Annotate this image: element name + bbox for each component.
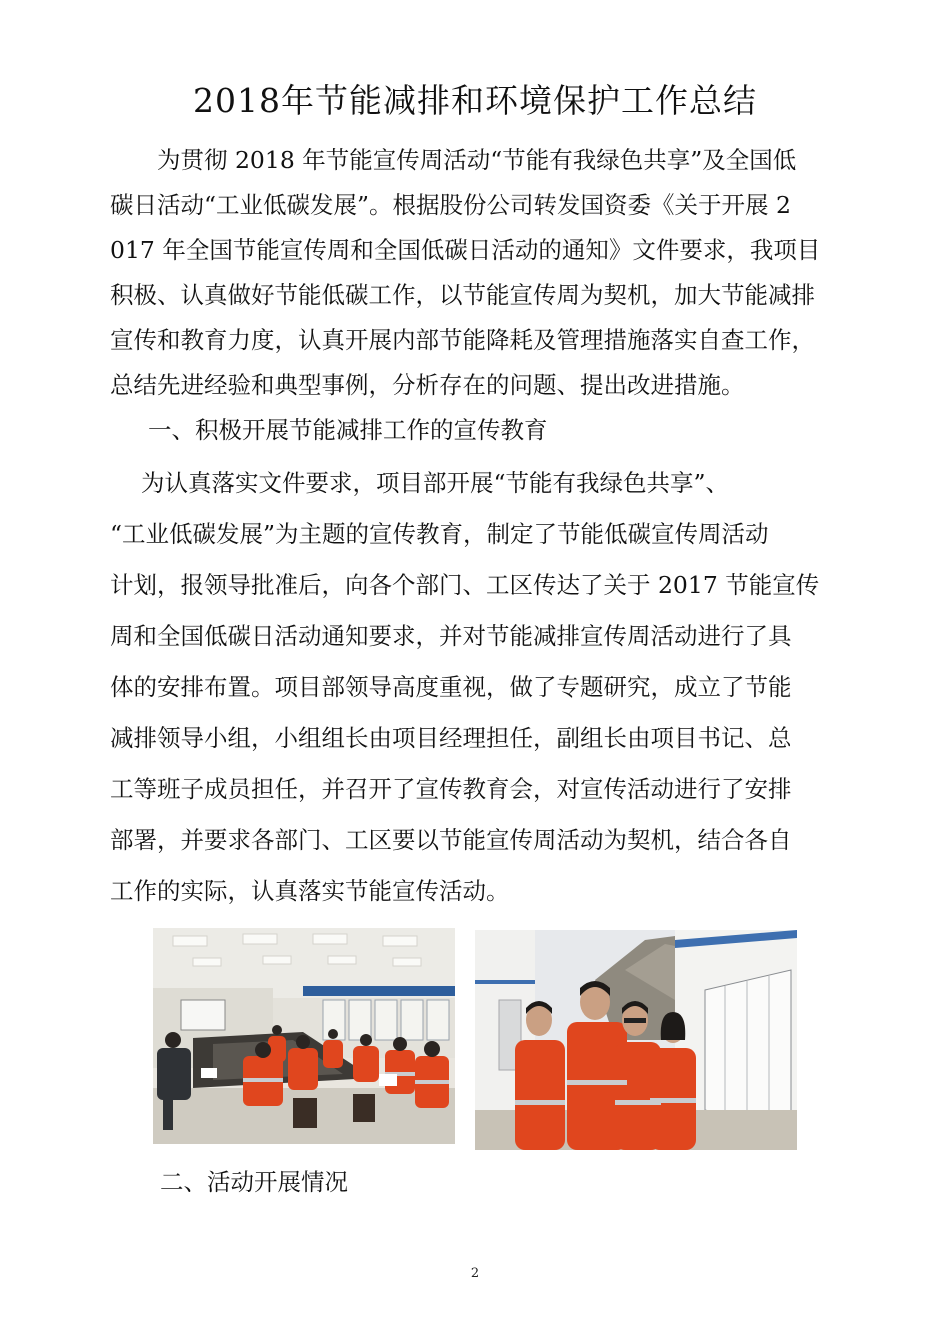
meeting-room-photo [153, 928, 455, 1144]
section1-line: 部署，并要求各部门、工区要以节能宣传周活动为契机，结合各自 [110, 826, 792, 854]
section2-heading: 二、活动开展情况 [160, 1168, 348, 1196]
section1-line: 计划，报领导批准后，向各个部门、工区传达了关于 2017 节能宣传 [110, 571, 820, 599]
meeting-room-illustration [153, 928, 455, 1144]
section1-line: 减排领导小组，小组组长由项目经理担任，副组长由项目书记、总 [110, 724, 792, 752]
section1-paragraph [110, 458, 842, 917]
outdoor-board-photo [475, 930, 797, 1150]
section1-line: 工作的实际，认真落实节能宣传活动。 [110, 877, 510, 905]
section1-line: 周和全国低碳日活动通知要求，并对节能减排宣传周活动进行了具 [110, 622, 792, 650]
section1-line: 体的安排布置。项目部领导高度重视，做了专题研究，成立了节能 [110, 673, 792, 701]
section1-line: 为认真落实文件要求，项目部开展“节能有我绿色共享”、 [110, 469, 729, 497]
section1-line: “工业低碳发展”为主题的宣传教育，制定了节能低碳宣传周活动 [110, 520, 769, 548]
intro-paragraph [110, 138, 842, 408]
document-title: 2018年节能减排和环境保护工作总结 [193, 81, 757, 120]
outdoor-board-illustration [475, 930, 797, 1150]
page-number: 2 [470, 1266, 480, 1281]
intro-line: 为贯彻 2018 年节能宣传周活动“节能有我绿色共享”及全国低 [110, 146, 797, 174]
intro-line: 017 年全国节能宣传周和全国低碳日活动的通知》文件要求，我项目 [110, 236, 821, 264]
intro-line: 碳日活动“工业低碳发展”。根据股份公司转发国资委《关于开展 2 [110, 191, 791, 219]
intro-line: 积极、认真做好节能低碳工作，以节能宣传周为契机，加大节能减排 [110, 281, 815, 309]
intro-line: 总结先进经验和典型事例，分析存在的问题、提出改进措施。 [110, 371, 745, 399]
section1-heading: 一、积极开展节能减排工作的宣传教育 [148, 416, 548, 444]
section1-line: 工等班子成员担任，并召开了宣传教育会，对宣传活动进行了安排 [110, 775, 792, 803]
intro-line: 宣传和教育力度，认真开展内部节能降耗及管理措施落实自查工作， [110, 326, 815, 354]
